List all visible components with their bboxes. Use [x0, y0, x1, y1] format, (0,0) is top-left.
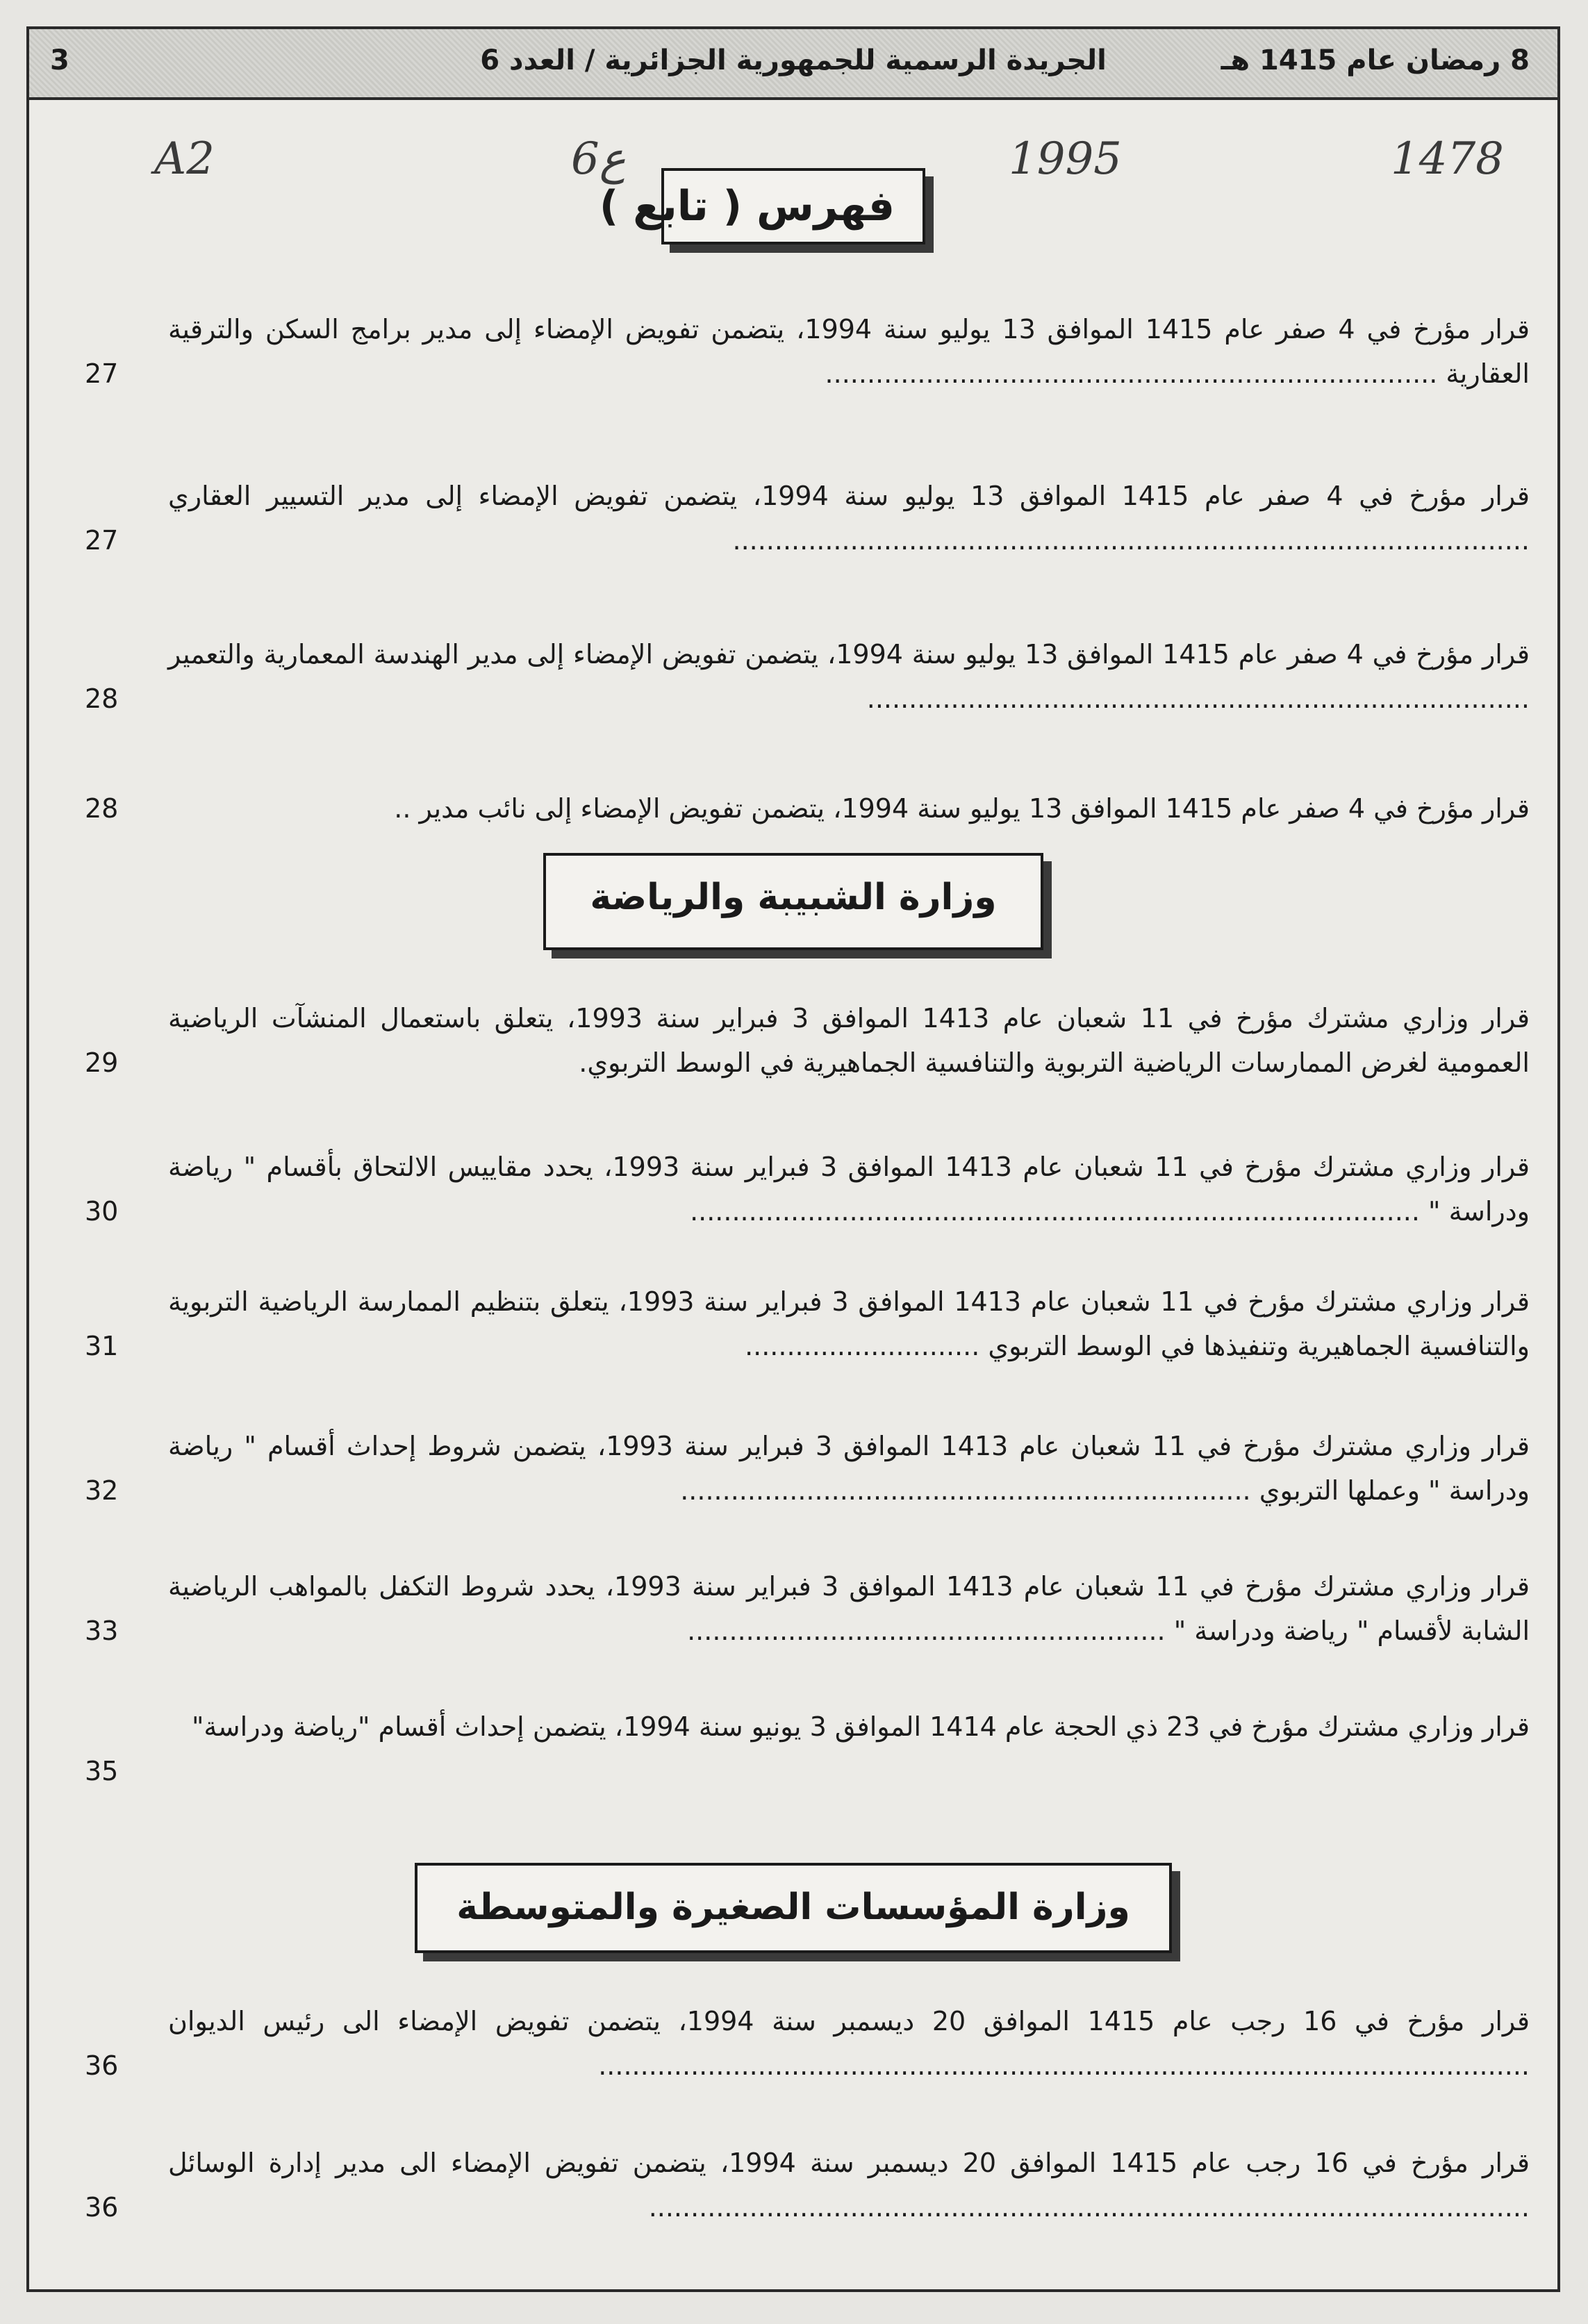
entry-page-number: 29	[85, 1047, 119, 1078]
entry-page-number: 35	[85, 1756, 119, 1786]
header-page-number: 3	[50, 44, 69, 76]
entry-page-number: 32	[85, 1475, 119, 1506]
handwritten-note-left: A2	[154, 133, 215, 185]
entry-dots: ....................................................................	[680, 1475, 1251, 1506]
entry-text: قرار مؤرخ في 16 رجب عام 1415 الموافق 20 ديسمبر سنة 1994، يتضمن تفويض الإمضاء الى رئيس الديوان	[168, 2006, 1530, 2036]
section-heading-youth: وزارة الشبيبة والرياضة	[543, 853, 1043, 950]
entry-dots: ...............................................................................................................	[598, 2050, 1530, 2081]
entry-text: قرار مؤرخ في 4 صفر عام 1415 الموافق 13 يوليو سنة 1994، يتضمن تفويض الإمضاء إلى مدير برامج السكن والترقية العقارية	[168, 314, 1530, 389]
page-header	[29, 29, 1557, 100]
entry-text: قرار مؤرخ في 16 رجب عام 1415 الموافق 20 ديسمبر سنة 1994، يتضمن تفويض الإمضاء الى مدير إدارة الوسائل	[168, 2148, 1530, 2178]
entry-text: قرار مؤرخ في 4 صفر عام 1415 الموافق 13 يوليو سنة 1994، يتضمن تفويض الإمضاء إلى مدير التسيير العقاري	[168, 481, 1530, 511]
entry-dots: .........................................................................................................	[648, 2192, 1530, 2223]
entry-dots: .........................................................	[687, 1616, 1166, 1646]
index-heading: فهرس ( تابع )	[661, 168, 925, 244]
entry-text: قرار وزاري مشترك مؤرخ في 11 شعبان عام 1413 الموافق 3 فبراير سنة 1993، يتعلق بتنظيم الممارسة الرياضية التربوية والتنافسية الجماهيرية وتنفيذها في الوسط التربوي	[168, 1286, 1530, 1361]
entry-dots: ............................	[745, 1331, 980, 1361]
entry-page-number: 31	[85, 1331, 119, 1361]
entry-text: قرار وزاري مشترك مؤرخ في 11 شعبان عام 1413 الموافق 3 فبراير سنة 1993، يتضمن شروط إحداث أقسام " رياضة ودراسة " وعملها التربوي	[168, 1431, 1530, 1506]
entry-page-number: 33	[85, 1616, 119, 1646]
entry-dots: ..	[394, 793, 411, 824]
entry-page-number: 28	[85, 683, 119, 714]
handwritten-year: 1995	[1009, 133, 1122, 185]
handwritten-note-mid: 6ع	[571, 133, 626, 185]
entry-page-number: 30	[85, 1196, 119, 1227]
entry-page-number: 27	[85, 358, 119, 389]
header-date: 8 رمضان عام 1415 هـ	[1221, 44, 1530, 76]
entry-text: قرار وزاري مشترك مؤرخ في 23 ذي الحجة عام 1414 الموافق 3 يونيو سنة 1994، يتضمن إحداث أقسام "رياضة ودراسة"	[191, 1711, 1530, 1742]
document-page	[26, 26, 1560, 2292]
entry-text: قرار وزاري مشترك مؤرخ في 11 شعبان عام 1413 الموافق 3 فبراير سنة 1993، يحدد مقاييس الالتحاق بأقسام " رياضة ودراسة "	[168, 1152, 1530, 1227]
entry-page-number: 36	[85, 2192, 119, 2223]
entry-text: قرار وزاري مشترك مؤرخ في 11 شعبان عام 1413 الموافق 3 فبراير سنة 1993، يحدد شروط التكفل بالمواهب الرياضية الشابة لأقسام " رياضة ودراسة "	[168, 1571, 1530, 1646]
entry-page-number: 28	[85, 793, 119, 824]
entry-dots: .........................................................................	[825, 358, 1438, 389]
entry-page-number: 27	[85, 525, 119, 556]
header-title: الجريدة الرسمية للجمهورية الجزائرية / العدد 6	[480, 44, 1107, 76]
entry-text: قرار مؤرخ في 4 صفر عام 1415 الموافق 13 يوليو سنة 1994، يتضمن تفويض الإمضاء إلى نائب مدير	[419, 793, 1530, 824]
entry-text: قرار مؤرخ في 4 صفر عام 1415 الموافق 13 يوليو سنة 1994، يتضمن تفويض الإمضاء إلى مدير الهندسة المعمارية والتعمير	[168, 639, 1530, 670]
entry-page-number: 36	[85, 2050, 119, 2081]
section-heading-sme: وزارة المؤسسات الصغيرة والمتوسطة	[415, 1863, 1172, 1953]
handwritten-number: 1478	[1391, 133, 1504, 185]
entry-dots: .......................................................................................	[690, 1196, 1420, 1227]
entry-text: قرار وزاري مشترك مؤرخ في 11 شعبان عام 1413 الموافق 3 فبراير سنة 1993، يتعلق باستعمال المنشآت الرياضية العمومية لغرض الممارسات الرياضية التربوية والتنافسية الجماهيرية في الوسط التربوي.	[168, 1003, 1530, 1078]
entry-dots: ...............................................................................................	[732, 525, 1530, 556]
entry-dots: ...............................................................................	[866, 683, 1530, 714]
